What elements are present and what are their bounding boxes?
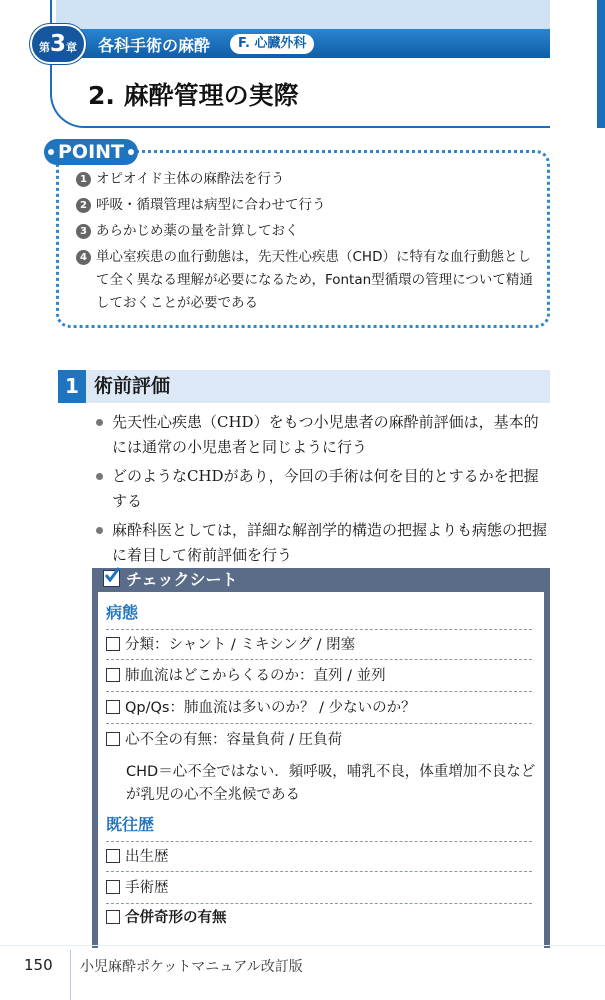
checkbox-icon[interactable]	[106, 910, 120, 924]
checkmark-icon	[103, 570, 120, 587]
bullet-item	[94, 464, 552, 514]
point-text: オピオイド主体の麻酔法を行う	[96, 171, 285, 187]
chapter-badge	[30, 24, 86, 64]
bullet-text: 先天性心疾患（CHD）をもつ小児患者の麻酔前評価は，基本的には通常の小児患者と同じように行う	[112, 413, 539, 456]
checklist-item[interactable]	[106, 903, 532, 934]
checkbox-icon[interactable]	[106, 849, 120, 863]
bullet-text: 麻酔科医としては，詳細な解剖学的構造の把握よりも病態の把握に着目して術前評価を行う	[112, 521, 548, 564]
checklist-item[interactable]	[106, 693, 532, 724]
point-number: 2	[76, 198, 91, 213]
point-list	[76, 168, 541, 318]
bullet-dot-icon	[96, 473, 103, 480]
checkbox-icon[interactable]	[106, 732, 120, 746]
section-number: 1	[58, 370, 86, 403]
bullet-dot-icon	[96, 419, 103, 426]
checkbox-icon[interactable]	[106, 637, 120, 651]
checklist-category: 病態	[106, 603, 139, 622]
checklist-item[interactable]	[106, 725, 532, 756]
point-item	[76, 194, 541, 217]
footer-divider	[70, 950, 71, 1000]
chapter-suffix: 章	[66, 41, 77, 54]
checklist-item-text: 肺血流はどこからくるのか：直列 / 並列	[125, 668, 386, 684]
page-title: 2. 麻酔管理の実際	[88, 81, 299, 110]
footer-rule	[0, 945, 605, 946]
point-number: 4	[76, 250, 91, 265]
point-text: 単心室疾患の血行動態は，先天性心疾患（CHD）に特有な血行動態として全く異なる理解が必要になるため，Fontan型循環の管理について精通しておくことが必要である	[96, 249, 533, 311]
checklist-note: CHD＝心不全ではない．頻呼吸，哺乳不良，体重増加不良などが乳児の心不全兆候である	[126, 764, 536, 803]
checklist-item-text: 分類：シャント / ミキシング / 閉塞	[125, 637, 356, 653]
checklist-item-text: Qp/Qs：肺血流は多いのか？ / 少ないのか？	[125, 700, 416, 716]
point-number: 3	[76, 224, 91, 239]
point-item	[76, 168, 541, 191]
checklist-title: チェックシート	[126, 570, 238, 589]
checklist-item[interactable]	[106, 629, 532, 660]
checklist-item[interactable]	[106, 841, 532, 872]
edge-stripe	[597, 0, 605, 128]
checklist-category: 既往歴	[106, 815, 155, 834]
point-text: あらかじめ薬の量を計算しておく	[96, 223, 299, 239]
checklist-item[interactable]	[106, 873, 532, 904]
page-number: 150	[24, 956, 53, 974]
bullet-dot-icon	[96, 527, 103, 534]
chapter-subcategory: F. 心臓外科	[230, 34, 314, 54]
checklist-item-text: 出生歴	[125, 849, 169, 865]
bullet-list	[94, 410, 552, 572]
chapter-category: 各科手術の麻酔	[98, 36, 211, 55]
point-text: 呼吸・循環管理は病型に合わせて行う	[96, 197, 326, 213]
section-title: 術前評価	[94, 375, 171, 397]
checkbox-icon[interactable]	[106, 700, 120, 714]
checklist-item-text: 合併奇形の有無	[125, 910, 227, 926]
checklist-item-text: 手術歴	[125, 880, 169, 896]
checklist-item-text: 心不全の有無：容量負荷 / 圧負荷	[125, 732, 343, 748]
bullet-item	[94, 410, 552, 460]
checkbox-icon[interactable]	[106, 880, 120, 894]
point-item	[76, 246, 541, 315]
book-title: 小児麻酔ポケットマニュアル改訂版	[80, 959, 303, 975]
checklist-item[interactable]	[106, 661, 532, 692]
chapter-number: 3	[49, 31, 66, 57]
point-label: POINT	[44, 139, 138, 165]
bullet-item	[94, 518, 552, 568]
header-top-band	[56, 0, 550, 29]
point-number: 1	[76, 172, 91, 187]
checkbox-icon[interactable]	[106, 668, 120, 682]
bullet-text: どのようなCHDがあり，今回の手術は何を目的とするかを把握する	[112, 467, 539, 510]
chapter-prefix: 第	[38, 41, 50, 54]
point-item	[76, 220, 541, 243]
